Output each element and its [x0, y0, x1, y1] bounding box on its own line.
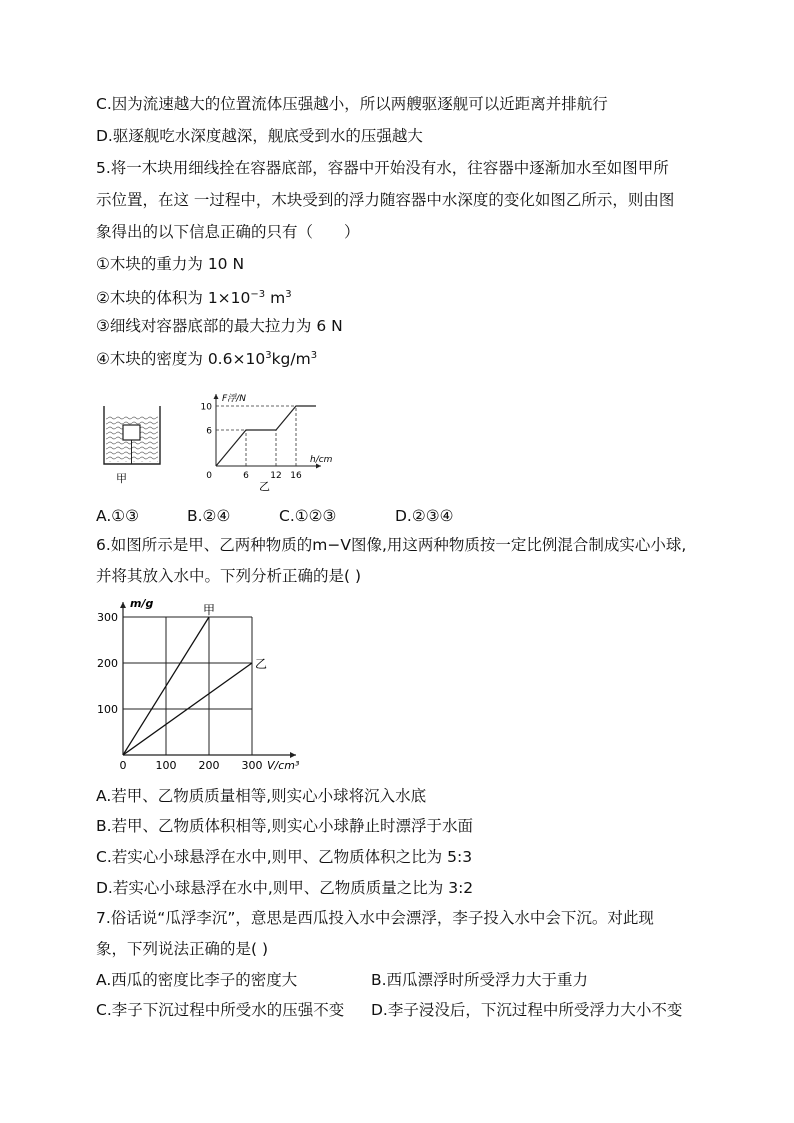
- q5-figure-jia: [100, 400, 170, 492]
- x-tick-label: 0: [206, 471, 212, 481]
- q5-statement-4: ④木块的密度为 $0.6\times 10^3kg/m^3$: [96, 350, 318, 368]
- x-tick-label: 0: [119, 759, 127, 772]
- fig-jia-label: 甲: [116, 472, 127, 485]
- q6-option-b: B.若甲、乙物质体积相等,则实心小球静止时漂浮于水面: [96, 817, 473, 835]
- q6-mv-chart: [92, 594, 312, 776]
- q6-option-a: A.若甲、乙物质质量相等,则实心小球将沉入水底: [96, 787, 427, 805]
- q5-option-b: B.②④: [187, 507, 231, 525]
- q7-stem-line-2: 象，下列说法正确的是( ): [96, 940, 269, 958]
- q5-option-c: C.①②③: [279, 507, 337, 525]
- y-tick-label: 10: [200, 402, 212, 413]
- q5-statement-1: ①木块的重力为 10 N: [96, 255, 245, 273]
- buoyancy-curve: [216, 406, 316, 466]
- series-label-2: 乙: [255, 657, 268, 671]
- x-tick-label: 6: [243, 471, 249, 481]
- fig-yi-label: 乙: [259, 480, 270, 493]
- q5-option-d: D.②③④: [395, 507, 454, 525]
- x-tick-label: 16: [290, 471, 302, 481]
- y-axis-label: m/g: [130, 597, 154, 610]
- y-axis-arrow: [120, 602, 126, 608]
- q7-option-c: C.李子下沉过程中所受水的压强不变: [96, 1001, 345, 1019]
- q5-figure-yi-graph: [196, 390, 346, 494]
- y-axis-label: F浮/N: [222, 394, 246, 404]
- y-axis-arrow: [214, 394, 219, 399]
- q5-stem-line-1: 5.将一木块用细线拴在容器底部，容器中开始没有水，往容器中逐渐加水至如图甲所: [96, 159, 669, 177]
- series-label-1: 甲: [203, 603, 216, 617]
- q7-option-d: D.李子浸没后，下沉过程中所受浮力大小不变: [371, 1001, 683, 1019]
- q5-option-a: A.①③: [96, 507, 140, 525]
- q6-option-d: D.若实心小球悬浮在水中,则甲、乙物质质量之比为 3:2: [96, 879, 474, 897]
- q5-stem-line-3: 象得出的以下信息正确的只有（ ）: [96, 223, 360, 241]
- x-axis-arrow: [290, 752, 296, 758]
- q6-stem-line-1: 6.如图所示是甲、乙两种物质的m−V图像,用这两种物质按一定比例混合制成实心小球,: [96, 536, 687, 554]
- y-tick-label: 100: [97, 703, 118, 716]
- q6-stem-line-2: 并将其放入水中。下列分析正确的是( ): [96, 567, 362, 585]
- x-tick-label: 300: [241, 759, 263, 772]
- x-tick-label: 12: [270, 471, 282, 481]
- q5-statement-3: ③细线对容器底部的最大拉力为 6 N: [96, 317, 343, 335]
- q4-option-d: D.驱逐舰吃水深度越深，舰底受到水的压强越大: [96, 127, 423, 145]
- x-tick-label: 100: [155, 759, 177, 772]
- y-tick-label: 300: [97, 611, 118, 624]
- q7-option-b: B.西瓜漂浮时所受浮力大于重力: [371, 971, 589, 989]
- q5-stem-line-2: 示位置，在这 一过程中，木块受到的浮力随容器中水深度的变化如图乙所示，则由图: [96, 191, 675, 209]
- q6-option-c: C.若实心小球悬浮在水中,则甲、乙物质体积之比为 5:3: [96, 848, 473, 866]
- x-axis-label: V/cm³: [267, 759, 300, 772]
- y-tick-label: 200: [97, 657, 118, 670]
- y-tick-label: 6: [206, 426, 212, 437]
- q7-stem-line-1: 7.俗话说“瓜浮李沉”，意思是西瓜投入水中会漂浮，李子投入水中会下沉。对此现: [96, 909, 654, 927]
- x-axis-label: h/cm: [310, 455, 333, 465]
- x-tick-label: 200: [198, 759, 220, 772]
- q7-option-a: A.西瓜的密度比李子的密度大: [96, 971, 298, 989]
- q4-option-c: C.因为流速越大的位置流体压强越小，所以两艘驱逐舰可以近距离并排航行: [96, 95, 608, 113]
- wood-block: [123, 425, 140, 440]
- q5-statement-2: ②木块的体积为 $1\times 10^{-3}$ $m^3$: [96, 289, 292, 307]
